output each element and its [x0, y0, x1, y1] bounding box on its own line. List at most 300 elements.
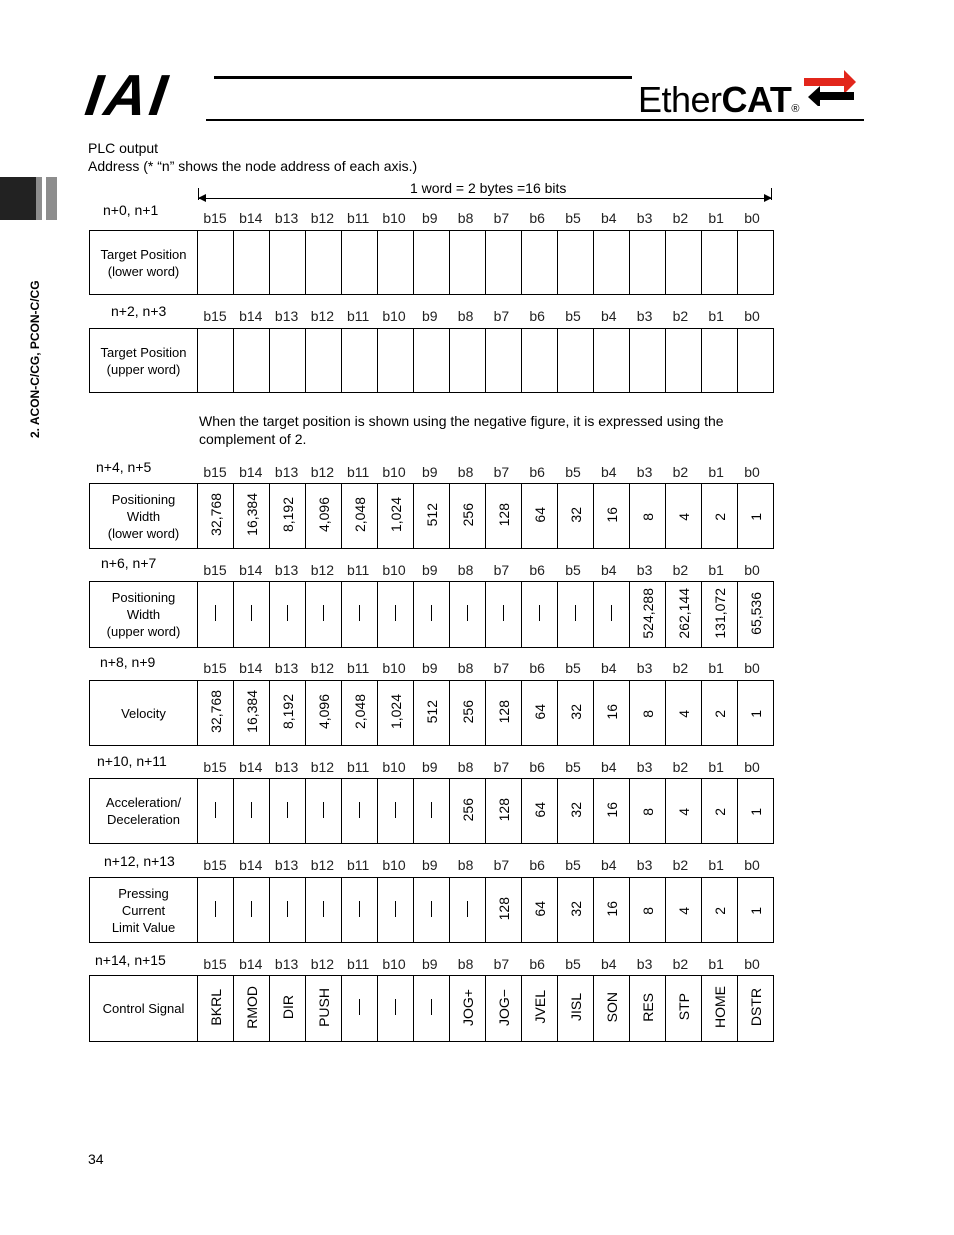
bit-cell [558, 681, 594, 746]
bit-header: b14 [239, 562, 263, 578]
bit-cell [594, 681, 630, 746]
register-table [89, 778, 774, 844]
bit-header: b6 [529, 562, 545, 578]
bit-cell [306, 582, 342, 648]
bit-value: 4,096 [315, 496, 332, 533]
bit-cell [558, 976, 594, 1042]
bit-header: b3 [636, 562, 653, 578]
bit-cell [378, 681, 414, 746]
bit-cell [558, 582, 594, 648]
bit-header: b3 [636, 759, 653, 775]
bit-header: b13 [274, 464, 299, 480]
unused-bit-mark [323, 605, 324, 621]
bit-header: b8 [457, 857, 474, 873]
bit-header: b1 [708, 210, 724, 226]
bit-header: b5 [565, 464, 581, 480]
bit-header: b0 [744, 759, 760, 775]
unused-bit-mark [251, 605, 252, 621]
bit-value: 8,192 [279, 496, 296, 533]
negative-note-line1: When the target position is shown using the negative figure, it is expressed using the [199, 413, 724, 429]
bit-value: DSTR [747, 987, 764, 1027]
unused-bit-mark [431, 901, 432, 917]
bit-header: b9 [422, 857, 438, 873]
register-name-line: Target Position [100, 344, 187, 360]
bit-cell [486, 976, 522, 1042]
unused-bit-mark [215, 802, 216, 818]
bit-value: 64 [531, 900, 548, 917]
bit-cell [342, 976, 378, 1042]
bit-cell [630, 878, 666, 943]
bit-header: b15 [203, 759, 227, 775]
bit-cell [270, 779, 306, 844]
bit-value: 8 [639, 907, 656, 915]
bit-header: b2 [672, 210, 689, 226]
word-size-note: 1 word = 2 bytes =16 bits [410, 180, 567, 196]
bit-cell [414, 976, 450, 1042]
bit-header: b14 [239, 660, 263, 676]
bit-cell [450, 484, 486, 549]
bit-header: b2 [672, 956, 689, 972]
bit-cell [306, 779, 342, 844]
bit-cell [378, 976, 414, 1042]
bit-value: 512 [423, 502, 440, 527]
bit-cell [270, 976, 306, 1042]
bit-cell [306, 681, 342, 746]
bit-value: 512 [423, 699, 440, 724]
bit-cell [666, 878, 702, 943]
bit-header: b4 [601, 857, 617, 873]
bit-cell [486, 484, 522, 549]
unused-bit-mark [467, 901, 468, 917]
bit-cell [738, 878, 774, 943]
register-name [90, 329, 198, 393]
bit-cell [198, 484, 234, 549]
bit-header: b1 [708, 956, 724, 972]
bit-value: 131,072 [711, 587, 728, 639]
bit-value: 128 [495, 797, 512, 822]
bit-header: b2 [672, 759, 689, 775]
bit-header: b10 [382, 660, 406, 676]
register-table [89, 328, 774, 393]
register-name-line: Current [121, 902, 166, 918]
bit-header: b7 [493, 857, 510, 873]
bit-header: b14 [239, 956, 263, 972]
bit-cell [630, 231, 666, 295]
bit-value: 2 [711, 808, 728, 816]
bit-header: b8 [457, 956, 474, 972]
register-table [89, 230, 774, 295]
header-rule-top [214, 76, 632, 79]
bit-cell [702, 329, 738, 393]
bit-cell [702, 231, 738, 295]
bit-header: b2 [672, 562, 689, 578]
bit-header: b0 [744, 857, 760, 873]
bit-header: b6 [529, 308, 545, 324]
bit-cell [378, 484, 414, 549]
unused-bit-mark [287, 901, 288, 917]
unused-bit-mark [251, 901, 252, 917]
bit-cell [450, 878, 486, 943]
unused-bit-mark [287, 802, 288, 818]
bit-header: b7 [493, 308, 510, 324]
bit-header: b2 [672, 857, 689, 873]
bit-cell [342, 878, 378, 943]
bit-cell [594, 231, 630, 295]
bit-cell [666, 976, 702, 1042]
bit-cell [198, 582, 234, 648]
bit-value: 8,192 [279, 693, 296, 730]
bit-header: b0 [744, 308, 760, 324]
bit-cell [630, 976, 666, 1042]
bit-header: b5 [565, 956, 581, 972]
bit-cell [234, 976, 270, 1042]
bit-cell [306, 976, 342, 1042]
bit-cell [486, 329, 522, 393]
bit-header: b13 [274, 857, 299, 873]
bit-cell [666, 779, 702, 844]
bit-header: b12 [310, 759, 335, 775]
bit-value: 128 [495, 896, 512, 921]
bit-header: b12 [310, 308, 335, 324]
bit-value: 128 [495, 699, 512, 724]
bit-cell [522, 779, 558, 844]
bit-cell [702, 681, 738, 746]
register-name-line: Positioning [111, 590, 176, 605]
register-address: n+14, n+15 [95, 952, 166, 968]
bit-header: b11 [347, 308, 370, 324]
bit-cell [198, 878, 234, 943]
bit-header: b11 [347, 660, 370, 676]
bit-header: b8 [457, 210, 474, 226]
unused-bit-mark [539, 605, 540, 621]
bit-cell [342, 484, 378, 549]
bit-header: b7 [493, 562, 510, 578]
bit-header: b0 [744, 562, 760, 578]
bit-header: b12 [310, 464, 335, 480]
bit-header: b1 [708, 562, 724, 578]
bit-cell [378, 878, 414, 943]
register-name [90, 484, 198, 549]
register-address: n+0, n+1 [103, 202, 159, 218]
bit-header: b6 [529, 956, 545, 972]
bit-cell [594, 484, 630, 549]
bit-cell [594, 582, 630, 648]
bit-value: 2 [711, 513, 728, 521]
iai-logo: IAI [81, 63, 174, 128]
bit-header: b7 [493, 660, 510, 676]
bit-value: 8 [639, 710, 656, 718]
bit-header: b0 [744, 210, 760, 226]
bit-header: b14 [239, 464, 263, 480]
register-address: n+2, n+3 [111, 303, 167, 319]
bit-cell [666, 231, 702, 295]
arrow-right-icon [764, 194, 772, 202]
unused-bit-mark [395, 802, 396, 818]
register-name [90, 976, 198, 1042]
page-number: 34 [88, 1151, 104, 1167]
bit-header: b8 [457, 308, 474, 324]
intro-address-note: Address (* “n” shows the node address of each axis.) [88, 158, 418, 174]
bit-header: b15 [203, 210, 227, 226]
bit-cell [450, 231, 486, 295]
unused-bit-mark [395, 901, 396, 917]
bit-header: b7 [493, 464, 510, 480]
unused-bit-mark [611, 605, 612, 621]
bit-cell [522, 329, 558, 393]
bit-cell [738, 231, 774, 295]
bit-cell [666, 329, 702, 393]
bit-header: b15 [203, 464, 227, 480]
bit-header: b2 [672, 660, 689, 676]
bit-value: 4 [675, 513, 692, 521]
bit-cell [414, 779, 450, 844]
bit-cell [738, 681, 774, 746]
bit-cell [630, 779, 666, 844]
bit-cell [558, 484, 594, 549]
bit-value: 262,144 [675, 587, 692, 639]
bit-header: b7 [493, 759, 510, 775]
bit-cell [234, 878, 270, 943]
bit-cell [666, 681, 702, 746]
ethercat-prefix: Ether [638, 79, 722, 120]
bit-cell [306, 329, 342, 393]
bit-header: b0 [744, 464, 760, 480]
chapter-tab-divider [42, 177, 46, 220]
bit-cell [486, 231, 522, 295]
bit-value: 4,096 [315, 693, 332, 730]
bit-value: SON [603, 991, 620, 1023]
bit-cell [594, 976, 630, 1042]
bit-value: 256 [459, 797, 476, 822]
bit-value: 2 [711, 710, 728, 718]
bit-header: b3 [636, 210, 653, 226]
register-name-line: Velocity [121, 705, 166, 721]
bit-cell [594, 878, 630, 943]
ethercat-logo [638, 80, 799, 129]
bit-value: 1,024 [387, 693, 404, 730]
bit-cell [414, 681, 450, 746]
bit-value: 16 [603, 506, 620, 523]
bit-header: b7 [493, 210, 510, 226]
bit-cell [378, 329, 414, 393]
bit-value: RMOD [243, 985, 260, 1029]
bit-cell [522, 878, 558, 943]
register-table [89, 483, 774, 549]
bit-value: 16,384 [243, 690, 260, 733]
bit-header: b12 [310, 562, 335, 578]
bit-cell [342, 582, 378, 648]
bit-value: 1,024 [387, 496, 404, 533]
bit-header: b11 [347, 562, 370, 578]
bit-value: 8 [639, 513, 656, 521]
bit-header: b14 [239, 857, 263, 873]
bit-cell [234, 231, 270, 295]
register-name-line: (upper word) [106, 361, 181, 377]
bit-value: 65,536 [747, 591, 764, 635]
register-name-line: Width [126, 607, 161, 622]
bit-value: 4 [675, 907, 692, 915]
register-table [89, 975, 774, 1042]
bit-value: JISL [567, 992, 584, 1021]
bit-header: b9 [422, 759, 438, 775]
bit-cell [666, 484, 702, 549]
register-name-line: Target Position [100, 246, 187, 262]
bit-header: b13 [274, 956, 299, 972]
bit-value: 64 [531, 703, 548, 720]
register-name-line: Positioning [111, 491, 176, 507]
bit-cell [630, 582, 666, 648]
bit-value: 524,288 [639, 587, 656, 639]
bit-cell [558, 878, 594, 943]
bit-cell [198, 779, 234, 844]
bit-header: b10 [382, 562, 406, 578]
bit-header: b13 [274, 210, 299, 226]
bit-cell [738, 779, 774, 844]
bit-header: b13 [274, 308, 299, 324]
bit-header: b4 [601, 464, 617, 480]
ethercat-arrows-icon [800, 66, 858, 106]
bit-header: b2 [672, 308, 689, 324]
bit-value: JOG+ [459, 988, 476, 1026]
bit-cell [558, 779, 594, 844]
bit-header: b15 [203, 956, 227, 972]
bit-header: b3 [636, 308, 653, 324]
unused-bit-mark [251, 802, 252, 818]
bit-value: 1 [747, 808, 764, 816]
bit-cell [378, 779, 414, 844]
bit-cell [486, 681, 522, 746]
unused-bit-mark [431, 605, 432, 621]
bit-cell [702, 779, 738, 844]
word-span-line [198, 198, 772, 199]
bit-value: DIR [279, 994, 296, 1020]
register-name-line: (upper word) [106, 624, 181, 639]
chapter-tab [0, 177, 36, 220]
bit-header: b6 [529, 464, 545, 480]
register-address: n+6, n+7 [101, 555, 157, 571]
bit-cell [738, 484, 774, 549]
register-name-line: Control Signal [102, 1001, 185, 1016]
register-name-line: Deceleration [107, 812, 180, 827]
bit-value: JOG− [495, 988, 512, 1026]
bit-cell [522, 976, 558, 1042]
bit-cell [270, 329, 306, 393]
bit-cell [234, 484, 270, 549]
bit-cell [198, 329, 234, 393]
bit-header: b5 [565, 660, 581, 676]
bit-value: 2,048 [351, 496, 368, 533]
bit-cell [702, 878, 738, 943]
bit-cell [594, 329, 630, 393]
bit-value: PUSH [315, 987, 332, 1027]
bit-header: b1 [708, 464, 724, 480]
unused-bit-mark [395, 999, 396, 1015]
bit-cell [450, 582, 486, 648]
chapter-label: 2. ACON-C/CG, PCON-C/CG [28, 280, 42, 438]
bit-header: b9 [422, 210, 438, 226]
bit-value: 4 [675, 808, 692, 816]
bit-cell [738, 329, 774, 393]
bit-cell [306, 484, 342, 549]
bit-value: RES [639, 992, 656, 1022]
unused-bit-mark [503, 605, 504, 621]
bit-value: 16 [603, 900, 620, 917]
bit-header: b4 [601, 759, 617, 775]
bit-cell [378, 582, 414, 648]
bit-header: b3 [636, 956, 653, 972]
unused-bit-mark [467, 605, 468, 621]
bit-header: b15 [203, 857, 227, 873]
bit-cell [270, 484, 306, 549]
ethercat-registered: ® [791, 103, 799, 115]
register-name-line: (lower word) [107, 525, 180, 541]
bit-cell [414, 231, 450, 295]
bit-header: b5 [565, 857, 581, 873]
unused-bit-mark [431, 999, 432, 1015]
register-name-line: (lower word) [107, 263, 180, 279]
bit-header: b14 [239, 759, 263, 775]
register-name [90, 878, 198, 943]
bit-cell [486, 878, 522, 943]
bit-cell [738, 976, 774, 1042]
bit-cell [270, 231, 306, 295]
bit-header: b2 [672, 464, 689, 480]
bit-header: b10 [382, 464, 406, 480]
bit-header: b9 [422, 956, 438, 972]
bit-value: 16 [603, 801, 620, 818]
bit-header: b1 [708, 759, 724, 775]
bit-header: b4 [601, 562, 617, 578]
register-name [90, 582, 198, 648]
bit-value: 256 [459, 502, 476, 527]
bit-header: b11 [347, 956, 370, 972]
bit-header: b3 [636, 464, 653, 480]
bit-header: b1 [708, 660, 724, 676]
unused-bit-mark [359, 605, 360, 621]
register-address: n+8, n+9 [100, 654, 156, 670]
negative-note-line2: complement of 2. [199, 431, 307, 447]
bit-header: b11 [347, 464, 370, 480]
bit-header: b12 [310, 660, 335, 676]
bit-value: 32 [567, 900, 584, 917]
bit-value: 8 [639, 808, 656, 816]
bit-header: b10 [382, 308, 406, 324]
bit-cell [630, 329, 666, 393]
bit-value: 32,768 [207, 690, 224, 733]
bit-cell [558, 231, 594, 295]
register-address: n+10, n+11 [97, 753, 167, 769]
bit-cell [342, 329, 378, 393]
bit-cell [414, 329, 450, 393]
bit-header: b11 [347, 857, 370, 873]
register-table [89, 877, 774, 943]
bit-header: b13 [274, 562, 299, 578]
bit-value: STP [675, 993, 692, 1021]
bit-header: b12 [310, 857, 335, 873]
bit-value: HOME [711, 986, 728, 1028]
register-table [89, 581, 774, 648]
bit-cell [594, 779, 630, 844]
ethercat-suffix: CAT [721, 79, 792, 120]
bit-cell [234, 681, 270, 746]
bit-header: b13 [274, 759, 299, 775]
bit-header: b5 [565, 562, 581, 578]
bit-header: b10 [382, 210, 406, 226]
bit-value: 1 [747, 513, 764, 521]
arrow-left-icon [198, 194, 206, 202]
bit-header: b7 [493, 956, 510, 972]
bit-header: b6 [529, 660, 545, 676]
